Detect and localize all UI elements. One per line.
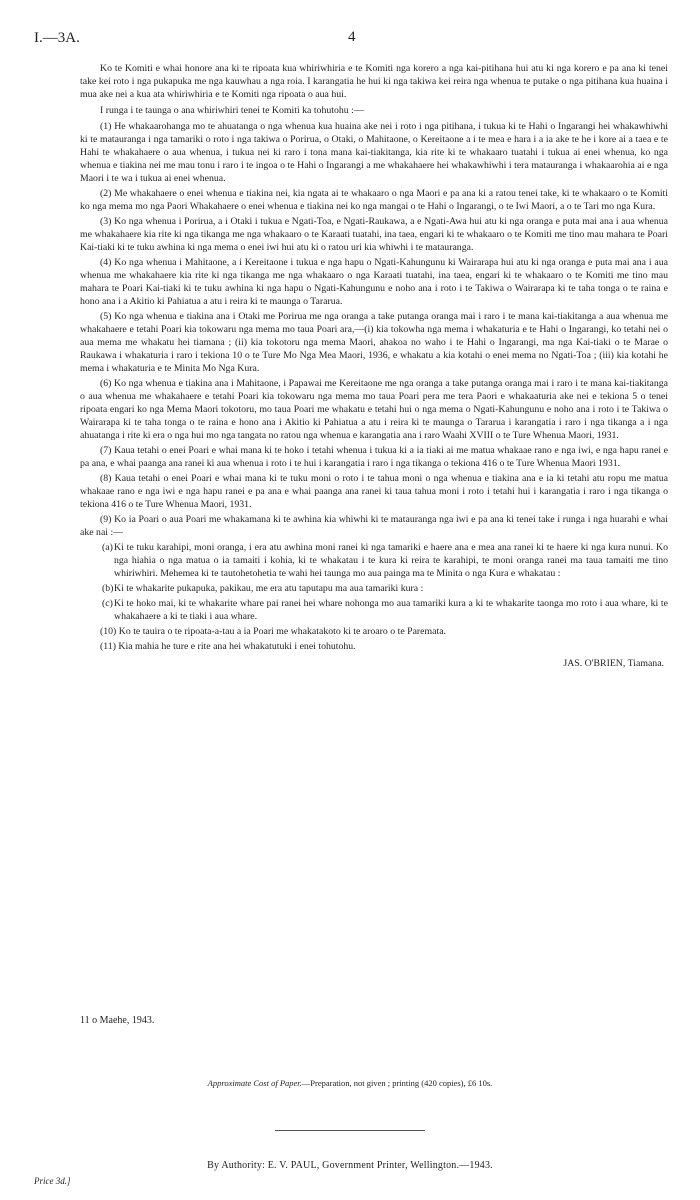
divider	[275, 1130, 425, 1131]
recommendation-item: (1) He whakaarohanga mo te ahuatanga o nga whenua kua huaina ake nei i roto i nga pitihana, i tukua ki te Hahi o Ingarangi hei whakawhiwhi ki te matauranga i nga tamariki o roto i nga takiwa o Porirua, o Otaki, o Mahitaone, o Kereitaone a i te mea e hara i a ia ake te he i kore ai a taea e te Hahi te whakahaere o aua whenua, i tukua nei ki raro i tona mana kai-tiakitanga, kia rite ki te whakaaro tuatahi i tukua ai enei whenua, ko nga whenua e tiakina nei me mau tonu i raro i te ingoa o te Hahi o Ingarangi a me whakahaere hei whakawhiwhi i tera matauranga i whakaarohia ai e nga Maori i te wa i tukua ai enei whenua.	[80, 121, 668, 184]
sub-item-label: (a)	[102, 542, 113, 553]
signer-name: JAS. O'BRIEN,	[563, 658, 626, 669]
recommendation-item: (9) Ko ia Poari o aua Poari me whakamana ki te awhina kia whiwhi ki te matauranga nga iwi e pa ana ki tenei take i runga i nga huarahi e whai ake nai :—	[80, 514, 668, 538]
cost-note	[0, 1078, 700, 1088]
intro-paragraph: I runga i te taunga o ana whiriwhiri tenei te Komiti ka tohutohu :—	[100, 105, 364, 116]
sub-item	[80, 597, 668, 623]
sub-item-text: Ki te tuku karahipi, moni oranga, i era atu awhina moni ranei ki nga tamariki e haere ana e mea ana ranei ki te haere ki nga kura nunui. Ko nga hiahia o nga matua o ia tamaiti i kohia, ki te whakatau i te kura ki reira te karahipi, te moni oranga ranei ma taua tamaiti me tino whiriwhiri. Mehemea ki te tautohetohetia te wahi hei taunga mo aua painga ma te Minita o nga Kura e whakatau :	[114, 542, 668, 579]
recommendation-item: (2) Me whakahaere o enei whenua e tiakina nei, kia ngata ai te whakaaro o nga Maori e pa ana ki a ratou tenei take, ki te whakaaro o te Komiti ko nga mema mo nga Paori Whakahaere o enei whenua e tiakina nei ko nga mangai o te Hahi o Ingarangi, o te Iwi Maori, a o te Tari mo nga Kura.	[80, 188, 668, 212]
cost-label: Approximate Cost of Paper.	[207, 1078, 302, 1088]
sub-item	[80, 541, 668, 580]
recommendation-item: (11) Kia mahia he ture e rite ana hei whakatutuki i enei tohutohu.	[100, 641, 356, 652]
recommendation-item: (3) Ko nga whenua i Porirua, a i Otaki i tukua e Ngati-Toa, e Ngati-Raukawa, a e Ngati-Awa hui atu ki nga oranga e puta mai ana i aua whenua me whakahaere kia rite ki nga tikanga me nga whakaaro o te Karaati tuatahi, ina taea, engari ki te whakaaro o te Komiti me tino mau mahara te Poari Kai-tiaki ki te tuku awhina ki nga mema o enei iwi hui atu ki o ratou uri kia whiwhi i te matauranga.	[80, 216, 668, 253]
sub-item-text: Ki te whakarite pukapuka, pakikau, me era atu taputapu ma aua tamariki kura :	[114, 583, 424, 594]
recommendation-item: (7) Kaua tetahi o enei Poari e whai mana ki te hoko i tetahi whenua i tukua ki a ia tiaki ai me matua whakaae rano e nga iwi, e nga hapu ranei e pa ana, e whai paanga ana ranei ki aua whenua i roto i te hui i karangatia i raro i nga tikanga o tekiona 416 o te Ture Whenua Maori 1931.	[80, 445, 668, 469]
sub-item-text: Ki te hoko mai, ki te whakarite whare pai ranei hei whare nohonga mo aua tamariki kura a ki te whakarite taonga mo roto i aua whare, ki te whakahaere a ki te tiaki i aua whare.	[114, 598, 668, 622]
document-reference: I.—3A.	[34, 30, 80, 46]
recommendation-item: (10) Ko te tauira o te ripoata-a-tau a ia Poari me whakatakoto ki te aroaro o te Paremata.	[100, 626, 447, 637]
recommendation-item: (6) Ko nga whenua e tiakina ana i Mahitaone, i Papawai me Kereitaone me nga oranga a take putanga oranga mai i raro i te mana kai-tiakitanga o aua whenua me whakahaere e tetahi Poari kia tokowaru nga mema mo taua Poari pera me tera Paori e whakaaturia ake nei e tekiona 5 o tenei ripoata engari ko nga Mema Maori tokotoru, mo taua Poari me whakatu e tetahi hui o nga mema o Ngati-Kahungunu e noho ana i roto i te Takiwa o Wairarapa ki te taha tonga o te raina e hono ana i Akitio ki Pahiatua a atu i reira ki te maunga o Tararua i karangatia i raro i nga tikanga a i nga ahuatanga i rite ki era o nga hui mo nga tangata no ratou nga whenua e karangatia ana i raro Waahi XVIII o te Ture Whenua Maori, 1931.	[80, 378, 668, 441]
signature-block	[80, 657, 668, 670]
intro-paragraph: Ko te Komiti e whai honore ana ki te ripoata kua whiriwhiria e te Komiti nga korero a nga kai-pitihana hui atu ki nga korero e pa ana ki tenei take kei roto i nga pukapuka me nga kauwhau a nga roia. I karangatia he hui ki nga takiwa kei reira nga whenua te putake o nga pitihana kua huaina i mua ake nei a kua ata whiriwhiria e te Komiti nga ripoata o aua hui.	[80, 63, 668, 100]
report-date: 11 o Maehe, 1943.	[80, 1015, 155, 1026]
sub-item-label: (c)	[102, 598, 113, 609]
printer-authority: By Authority: E. V. PAUL, Government Printer, Wellington.—1943.	[207, 1160, 493, 1171]
sub-item-label: (b)	[102, 583, 114, 594]
cost-text: —Preparation, not given ; printing (420 copies), £6 10s.	[301, 1078, 493, 1088]
recommendation-item: (5) Ko nga whenua e tiakina ana i Otaki me Porirua me nga oranga a take putanga oranga mai i raro i te mana kai-tiakitanga a aua whenua me whakahaere e tetahi Poari kia tokowaru nga mema mo taua Poari ara,—(i) kia tokowha nga mema i whakaturia e te Hahi o Ingarangi, ko tetahi nei o aua mema me whakatu hei tiamana ; (ii) kia tokotoru nga mema Maori, ahakoa no waho i te Hahi o Ingarangi, ma nga Kai-tiaki o te Marae o Raukawa i whakaturia i raro i tekiona 10 o te Ture Mo Nga Mea Maori, 1936, e whakatu a kia kotahi o enei mema no Ngati-Toa ; (iii) kia kotahi he mema i whakaturia e te Minita Mo Nga Kura.	[80, 311, 668, 374]
signer-title: Tiamana.	[627, 658, 664, 669]
recommendation-item: (4) Ko nga whenua i Mahitaone, a i Kereitaone i tukua e nga hapu o Ngati-Kahungunu ki Wairarapa hui atu ki nga oranga e puta mai ana i aua whenua me whakahaere kia rite ki nga tikanga me nga whakaaro o nga Karaati tuatahi, ina taea, engari ki te whakaaro o te Komiti me tino mau mahara te Poari Kai-tiaki ki te tuku awhina ki nga hapu o Ngati-Kahungunu e noho ana i roto i te Takiwa o Wairarapa ki te taha tonga o te raina e hono ana i a Akitio ki Pahiatua a atu i reira ki te maunga o Tararua.	[80, 257, 668, 307]
recommendation-item: (8) Kaua tetahi o enei Poari e whai mana ki te tuku moni o roto i te tahua moni o nga whenua e tiakina ana e ia ki tetahi atu ropu me matua whakaae rano e nga iwi e nga hapu ranei e pa ana e whai paanga ana ranei ki taua tahua moni i roto i tetahi hui i karangatia i raro i nga tikanga o tekiona 416 o te Ture Whenua Maori, 1931.	[80, 473, 668, 510]
price-note: Price 3d.]	[34, 1176, 71, 1186]
sub-item	[80, 582, 668, 595]
report-body	[80, 62, 668, 670]
page-number: 4	[348, 29, 356, 45]
